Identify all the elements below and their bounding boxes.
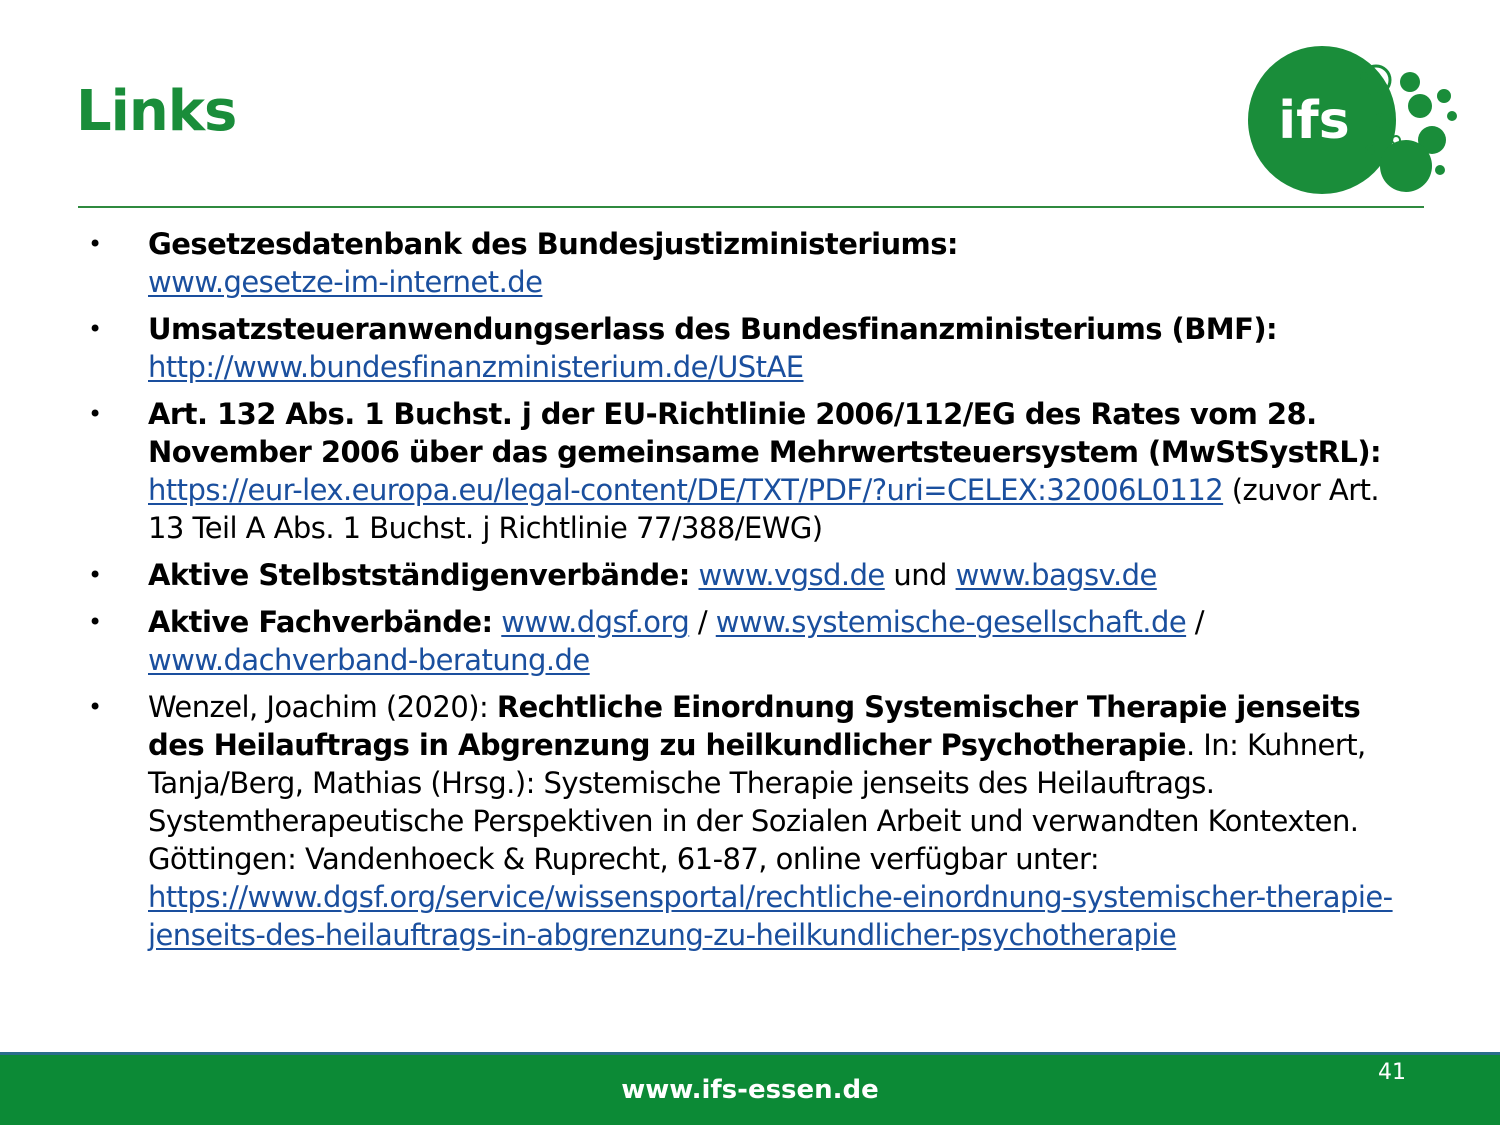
link-systemische-gesellschaft[interactable]: www.systemische-gesellschaft.de bbox=[715, 605, 1187, 639]
link-dachverband-beratung[interactable]: www.dachverband-beratung.de bbox=[148, 643, 590, 677]
bullet-icon: • bbox=[88, 608, 102, 636]
link-dgsf[interactable]: www.dgsf.org bbox=[501, 605, 690, 639]
logo-text: ifs bbox=[1278, 91, 1350, 151]
item-label: Aktive Stelbstständigenverbände: bbox=[148, 558, 690, 592]
citation-author: Wenzel, Joachim (2020): bbox=[148, 690, 497, 724]
bullet-icon: • bbox=[88, 230, 102, 258]
link-eur-lex[interactable]: https://eur-lex.europa.eu/legal-content/DE/TXT/PDF/?uri=CELEX:32006L0112 bbox=[148, 473, 1224, 507]
bullet-icon: • bbox=[88, 693, 102, 721]
item-note: (zuvor Art. 13 Teil A Abs. 1 Buchst. j Richtlinie 77/388/EWG) bbox=[148, 473, 1380, 545]
list-item bbox=[88, 688, 1423, 954]
list-item bbox=[88, 556, 1423, 594]
item-label: Aktive Fachverbände: bbox=[148, 605, 493, 639]
link-list bbox=[88, 225, 1423, 963]
page-number: 41 bbox=[1378, 1060, 1406, 1085]
separator: / bbox=[689, 605, 716, 639]
item-label: Art. 132 Abs. 1 Buchst. j der EU-Richtlinie 2006/112/EG des Rates vom 28. November 2006 über das gemeinsame Mehrwertsteuersystem (MwStSystRL): bbox=[148, 397, 1382, 469]
bullet-icon: • bbox=[88, 400, 102, 428]
link-bagsv[interactable]: www.bagsv.de bbox=[955, 558, 1157, 592]
separator: und bbox=[884, 558, 956, 592]
ifs-logo bbox=[1246, 36, 1466, 204]
link-dgsf-wissensportal[interactable]: https://www.dgsf.org/service/wissensportal/rechtliche-einordnung-systemischer-therapie-jenseits-des-heilauftrags-in-abgrenzung-zu-heilkundlicher-psychotherapie bbox=[148, 880, 1393, 952]
list-item bbox=[88, 310, 1423, 386]
separator: / bbox=[1186, 605, 1204, 639]
list-item bbox=[88, 225, 1423, 301]
citation-title: Rechtliche Einordnung Systemischer Therapie jenseits des Heilauftrags in Abgrenzung zu heilkundlicher Psychotherapie bbox=[148, 690, 1361, 762]
citation-details: . In: Kuhnert, Tanja/Berg, Mathias (Hrsg.): Systemische Therapie jenseits des Heilauftrags. Systemtherapeutische Perspektiven in der Sozialen Arbeit und verwandten Kontexten. Göttingen: Vandenhoeck & Ruprecht, 61-87, online verfügbar unter: bbox=[148, 728, 1366, 876]
list-item bbox=[88, 395, 1423, 547]
footer-url: www.ifs-essen.de bbox=[621, 1075, 879, 1105]
link-bmf-ustae[interactable]: http://www.bundesfinanzministerium.de/UStAE bbox=[148, 350, 804, 384]
link-vgsd[interactable]: www.vgsd.de bbox=[698, 558, 885, 592]
bullet-icon: • bbox=[88, 315, 102, 343]
item-label: Umsatzsteueranwendungserlass des Bundesfinanzministeriums (BMF): bbox=[148, 312, 1278, 346]
item-label: Gesetzesdatenbank des Bundesjustizministeriums: bbox=[148, 227, 958, 261]
bullet-icon: • bbox=[88, 561, 102, 589]
link-gesetze-im-internet[interactable]: www.gesetze-im-internet.de bbox=[148, 265, 543, 299]
title-divider bbox=[78, 206, 1424, 208]
slide-title: Links bbox=[76, 79, 237, 144]
list-item bbox=[88, 603, 1423, 679]
footer-bar bbox=[0, 1052, 1500, 1125]
